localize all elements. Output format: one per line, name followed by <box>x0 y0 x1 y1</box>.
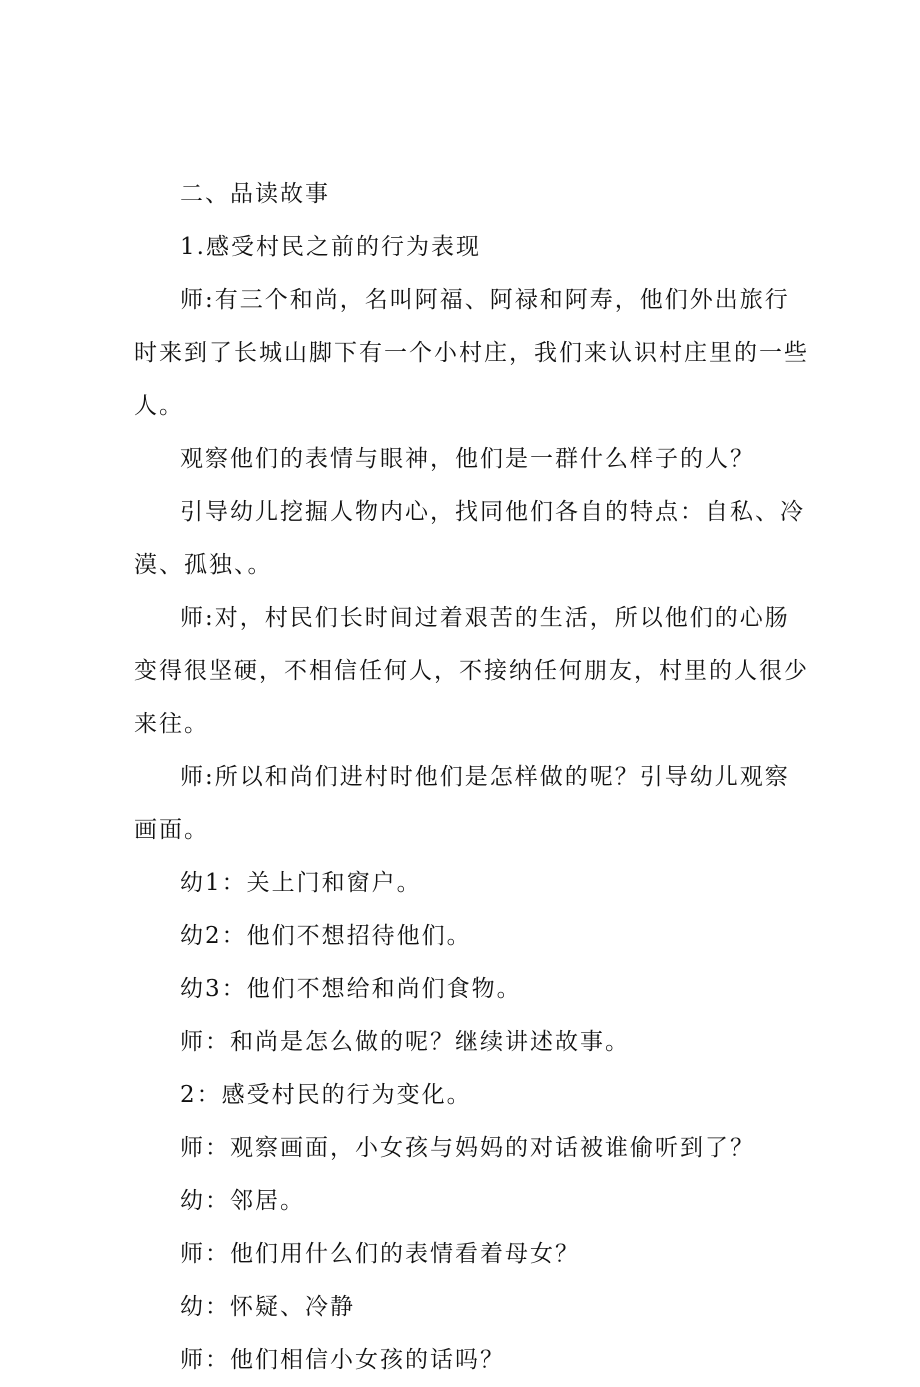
paragraph: 师:所以和尚们进村时他们是怎样做的呢？引导幼儿观察画面。 <box>134 764 790 843</box>
dialogue-line: 幼：邻居。 <box>180 1188 305 1214</box>
paragraph: 师：他们相信小女孩的话吗？ <box>180 1347 505 1373</box>
section-heading: 二、品读故事 <box>180 181 330 207</box>
paragraph: 师：观察画面，小女孩与妈妈的对话被谁偷听到了？ <box>180 1135 755 1161</box>
dialogue-line: 幼：怀疑、冷静 <box>180 1294 355 1320</box>
paragraph: 师:对，村民们长时间过着艰苦的生活，所以他们的心肠变得很坚硬，不相信任何人，不接纳任何朋友，村里的人很少来往。 <box>134 605 809 737</box>
paragraph: 观察他们的表情与眼神，他们是一群什么样子的人？ <box>180 446 755 472</box>
dialogue-line: 幼3：他们不想给和尚们食物。 <box>180 976 522 1002</box>
dialogue-line: 幼2：他们不想招待他们。 <box>180 923 472 949</box>
subsection-heading: 2：感受村民的行为变化。 <box>180 1082 472 1108</box>
paragraph: 师：他们用什么们的表情看着母女？ <box>180 1241 580 1267</box>
document-body <box>134 168 814 1387</box>
paragraph: 师:有三个和尚，名叫阿福、阿禄和阿寿，他们外出旅行时来到了长城山脚下有一个小村庄，我们来认识村庄里的一些人。 <box>134 287 809 419</box>
paragraph: 引导幼儿挖掘人物内心，找同他们各自的特点：自私、冷漠、孤独、。 <box>134 499 805 578</box>
subsection-heading: 1.感受村民之前的行为表现 <box>180 234 481 260</box>
dialogue-line: 幼1：关上门和窗户。 <box>180 870 422 896</box>
paragraph: 师：和尚是怎么做的呢？继续讲述故事。 <box>180 1029 630 1055</box>
